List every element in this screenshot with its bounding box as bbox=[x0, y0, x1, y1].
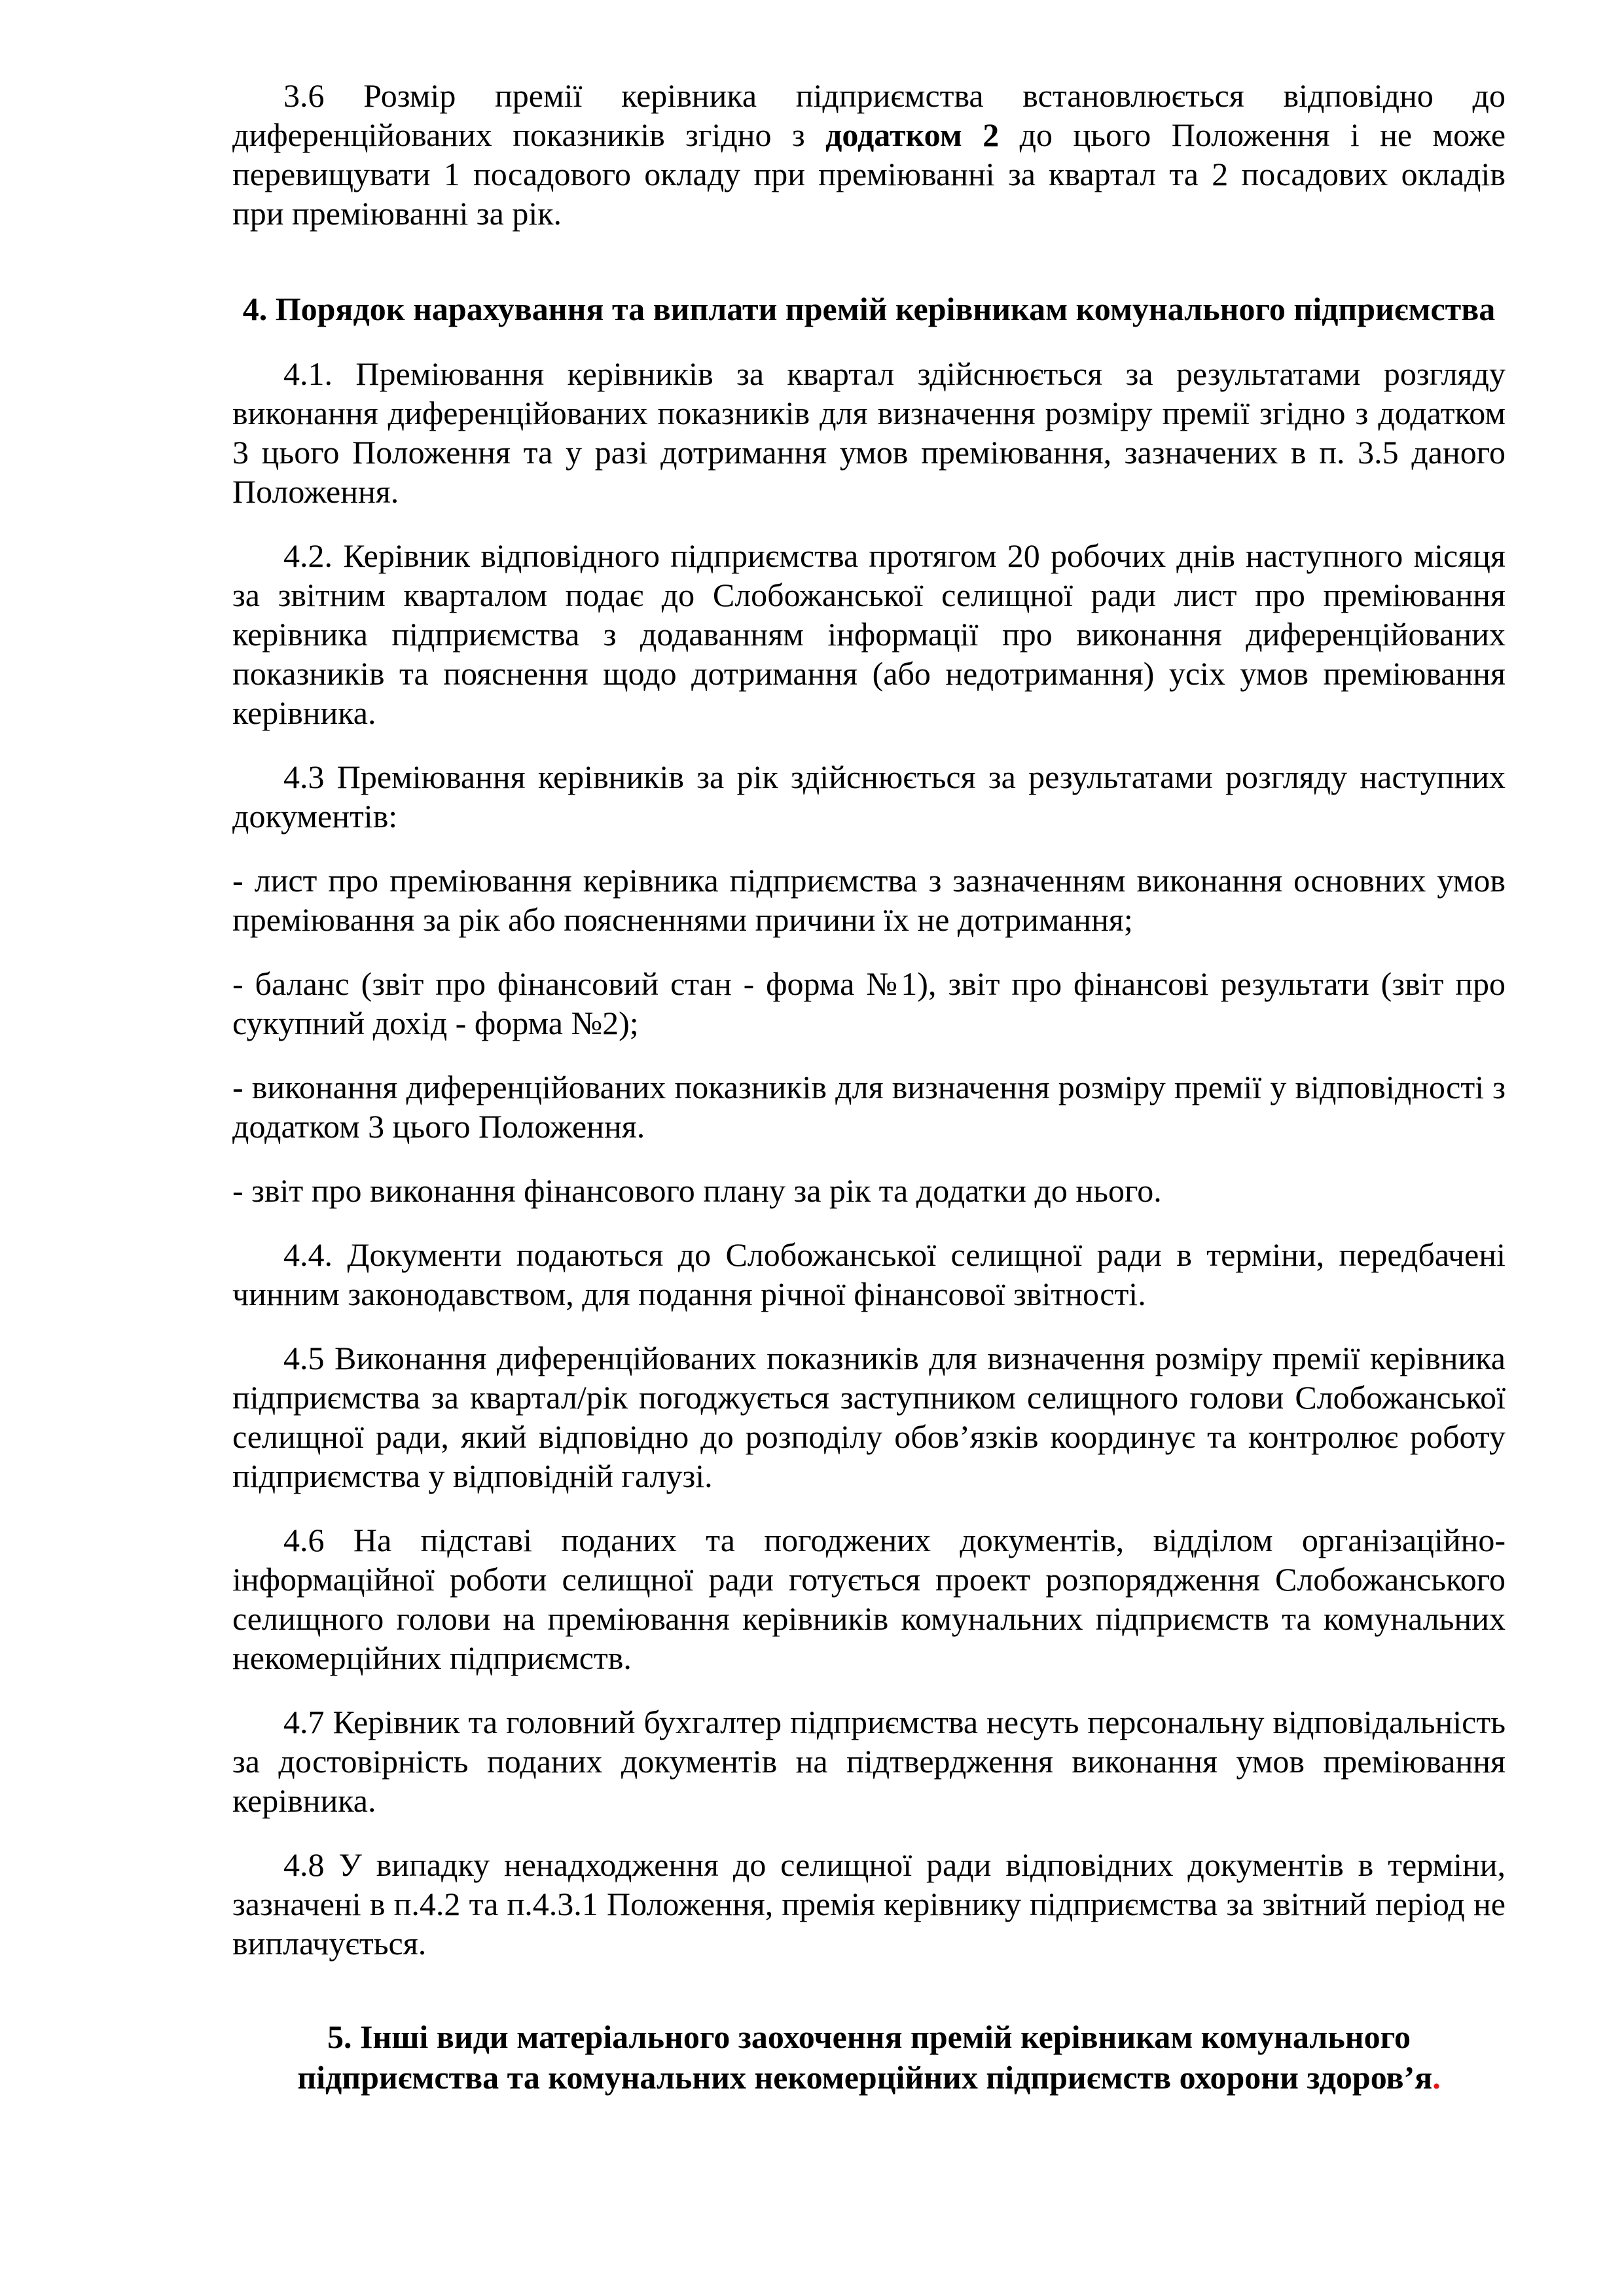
section-5-heading bbox=[232, 2017, 1506, 2098]
list-item-finplan-report: - звіт про виконання фінансового плану за рік та додатки до нього. bbox=[232, 1172, 1162, 1209]
paragraph-3-6-bold-ref: додатком 2 bbox=[825, 117, 1000, 153]
paragraph-3-6 bbox=[232, 76, 1506, 233]
paragraph-3-6-text-before: 3.6 Розмір премії керівника підприємства встановлюється відповідно до диференційованих показників згідно з bbox=[232, 77, 1506, 153]
paragraph-4-3: 4.3 Преміювання керівників за рік здійснюється за результатами розгляду наступних документів: bbox=[232, 759, 1506, 834]
list-item-balance: - баланс (звіт про фінансовий стан - форма №1), звіт про фінансові результати (звіт про сукупний дохід - форма №2); bbox=[232, 965, 1506, 1041]
paragraph-4-6: 4.6 На підставі поданих та погоджених документів, відділом організаційно-інформаційної роботи селищної ради готується проект розпорядження Слобожанського селищного голови на преміювання керівників комунальних підприємств та комунальних некомерційних підприємств. bbox=[232, 1522, 1506, 1676]
paragraph-4-2: 4.2. Керівник відповідного підприємства протягом 20 робочих днів наступного місяця за звітним кварталом подає до Слобожанської селищної ради лист про преміювання керівника підприємства з додаванням інформації про виконання диференційованих показників та пояснення щодо дотримання (або недотримання) усіх умов преміювання керівника. bbox=[232, 537, 1506, 731]
paragraph-4-8: 4.8 У випадку ненадходження до селищної ради відповідних документів в терміни, зазначені в п.4.2 та п.4.3.1 Положення, премія керівнику підприємства за звітний період не виплачується. bbox=[232, 1846, 1506, 1962]
document-content bbox=[232, 0, 1506, 2098]
paragraph-4-7: 4.7 Керівник та головний бухгалтер підприємства несуть персональну відповідальність за достовірність поданих документів на підтвердження виконання умов преміювання керівника. bbox=[232, 1704, 1506, 1819]
section-5-red-period: . bbox=[1432, 2059, 1441, 2096]
paragraph-4-5: 4.5 Виконання диференційованих показників для визначення розміру премії керівника підприємства за квартал/рік погоджується заступником селищного голови Слобожанської селищної ради, який відповідно до розподілу обов’язків координує та контролює роботу підприємства у відповідній галузі. bbox=[232, 1340, 1506, 1494]
section-4-heading: 4. Порядок нарахування та виплати премій керівникам комунального підприємства bbox=[242, 291, 1496, 327]
list-item-indicators: - виконання диференційованих показників для визначення розміру премії у відповідності з додатком 3 цього Положення. bbox=[232, 1069, 1506, 1145]
section-5-heading-text: 5. Інші види матеріального заохочення премій керівникам комунального підприємства та комунальних некомерційних підприємств охорони здоров’я bbox=[297, 2018, 1433, 2096]
paragraph-3-6-text-after: до цього Положення і не може перевищувати 1 посадового окладу при преміюванні за квартал та 2 посадових окладів при преміюванні за рік. bbox=[232, 117, 1506, 232]
paragraph-4-1: 4.1. Преміювання керівників за квартал здійснюється за результатами розгляду виконання диференційованих показників для визначення розміру премії згідно з додатком 3 цього Положення та у разі дотримання умов преміювання, зазначених в п. 3.5 даного Положення. bbox=[232, 355, 1506, 510]
paragraph-4-4: 4.4. Документи подаються до Слобожанської селищної ради в терміни, передбачені чинним законодавством, для подання річної фінансової звітності. bbox=[232, 1236, 1506, 1312]
list-item-letter: - лист про преміювання керівника підприємства з зазначенням виконання основних умов преміювання за рік або поясненнями причини їх не дотримання; bbox=[232, 862, 1506, 938]
